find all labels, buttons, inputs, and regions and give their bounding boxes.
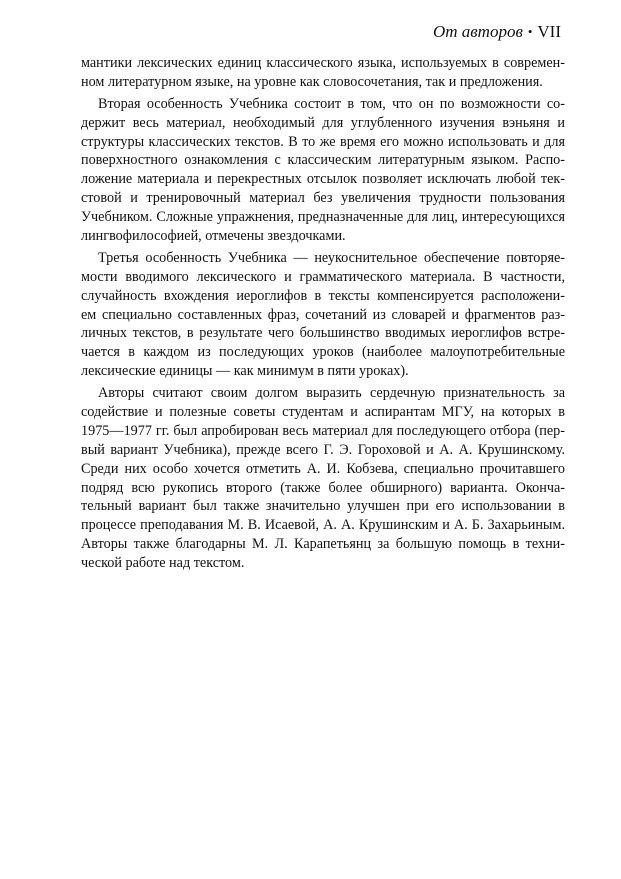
text-line: Третья особенность Учебника — неукоснительное обеспечение повторяе-	[98, 249, 565, 266]
text-line: Учебником. Сложные упражнения, предназначенные для лиц, интересующихся	[81, 209, 565, 226]
running-head-title: От авторов	[432, 22, 523, 41]
text-line: поверхностного ознакомления с классическим литературным языком. Распо-	[81, 152, 565, 169]
running-head	[433, 22, 561, 43]
running-head-bullet: •	[527, 24, 533, 39]
text-line: ческой работе над текстом.	[81, 555, 245, 572]
text-line: лексические единицы — как минимум в пяти уроках).	[81, 363, 409, 380]
text-line: стовой и тренировочный материал без увеличения трудности пользования	[81, 190, 565, 207]
text-line: 1975—1977 гг. был апробирован весь материал для последующего отбора (пер-	[81, 422, 565, 439]
text-line: мантики лексических единиц классического языка, используемых в современ-	[81, 55, 565, 71]
paragraph	[81, 54, 565, 92]
text-line: Среди них особо хочется отметить А. И. Кобзева, специально прочитавшего	[81, 460, 565, 477]
text-line: Вторая особенность Учебника состоит в том, что он по возможности со-	[98, 95, 565, 112]
text-line: процессе преподавания М. В. Исаевой, А. А. Крушинским и А. Б. Захарьиным.	[81, 517, 565, 534]
text-line: Авторы также благодарны М. Л. Карапетьянц за большую помощь в техни-	[81, 536, 565, 553]
text-line: вый вариант Учебника), прежде всего Г. Э. Гороховой и А. А. Крушинскому.	[81, 441, 565, 458]
text-line: тельный вариант был также значительно улучшен при его использовании в	[81, 498, 565, 515]
text-line: личных текстов, в результате чего большинство вводимых иероглифов встре-	[81, 325, 565, 342]
page-number: VII	[537, 22, 561, 41]
text-line: ном литературном языке, на уровне как словосочетания, так и предложения.	[81, 73, 543, 90]
text-line: ем специально составленных фраз, сочетаний из словарей и фрагментов раз-	[81, 306, 565, 323]
paragraph	[81, 249, 565, 381]
text-line: подряд всю рукопись второго (также более обширного) варианта. Оконча-	[81, 479, 565, 496]
text-line: ложение материала и перекрестных отсылок позволяет исключать любой тек-	[81, 171, 565, 188]
text-line: чается в каждом из последующих уроков (наиболее малоупотребительные	[81, 344, 565, 361]
body-text	[81, 54, 565, 573]
paragraph	[81, 95, 565, 246]
text-line: структуры классических текстов. В то же время его можно использовать и для	[81, 133, 565, 150]
text-line: случайность вхождения иероглифов в тексты компенсируется расположени-	[81, 287, 565, 304]
text-line: мости вводимого лексического и грамматического материала. В частности,	[81, 268, 565, 285]
paragraph	[81, 384, 565, 573]
text-line: лингвофилософией, отмечены звездочками.	[81, 228, 346, 245]
text-line: держит весь материал, необходимый для углубленного изучения вэньяня и	[81, 114, 565, 131]
text-line: содействие и полезные советы студентам и аспирантам МГУ, на которых в	[81, 404, 565, 421]
text-line: Авторы считают своим долгом выразить сердечную признательность за	[98, 385, 565, 402]
